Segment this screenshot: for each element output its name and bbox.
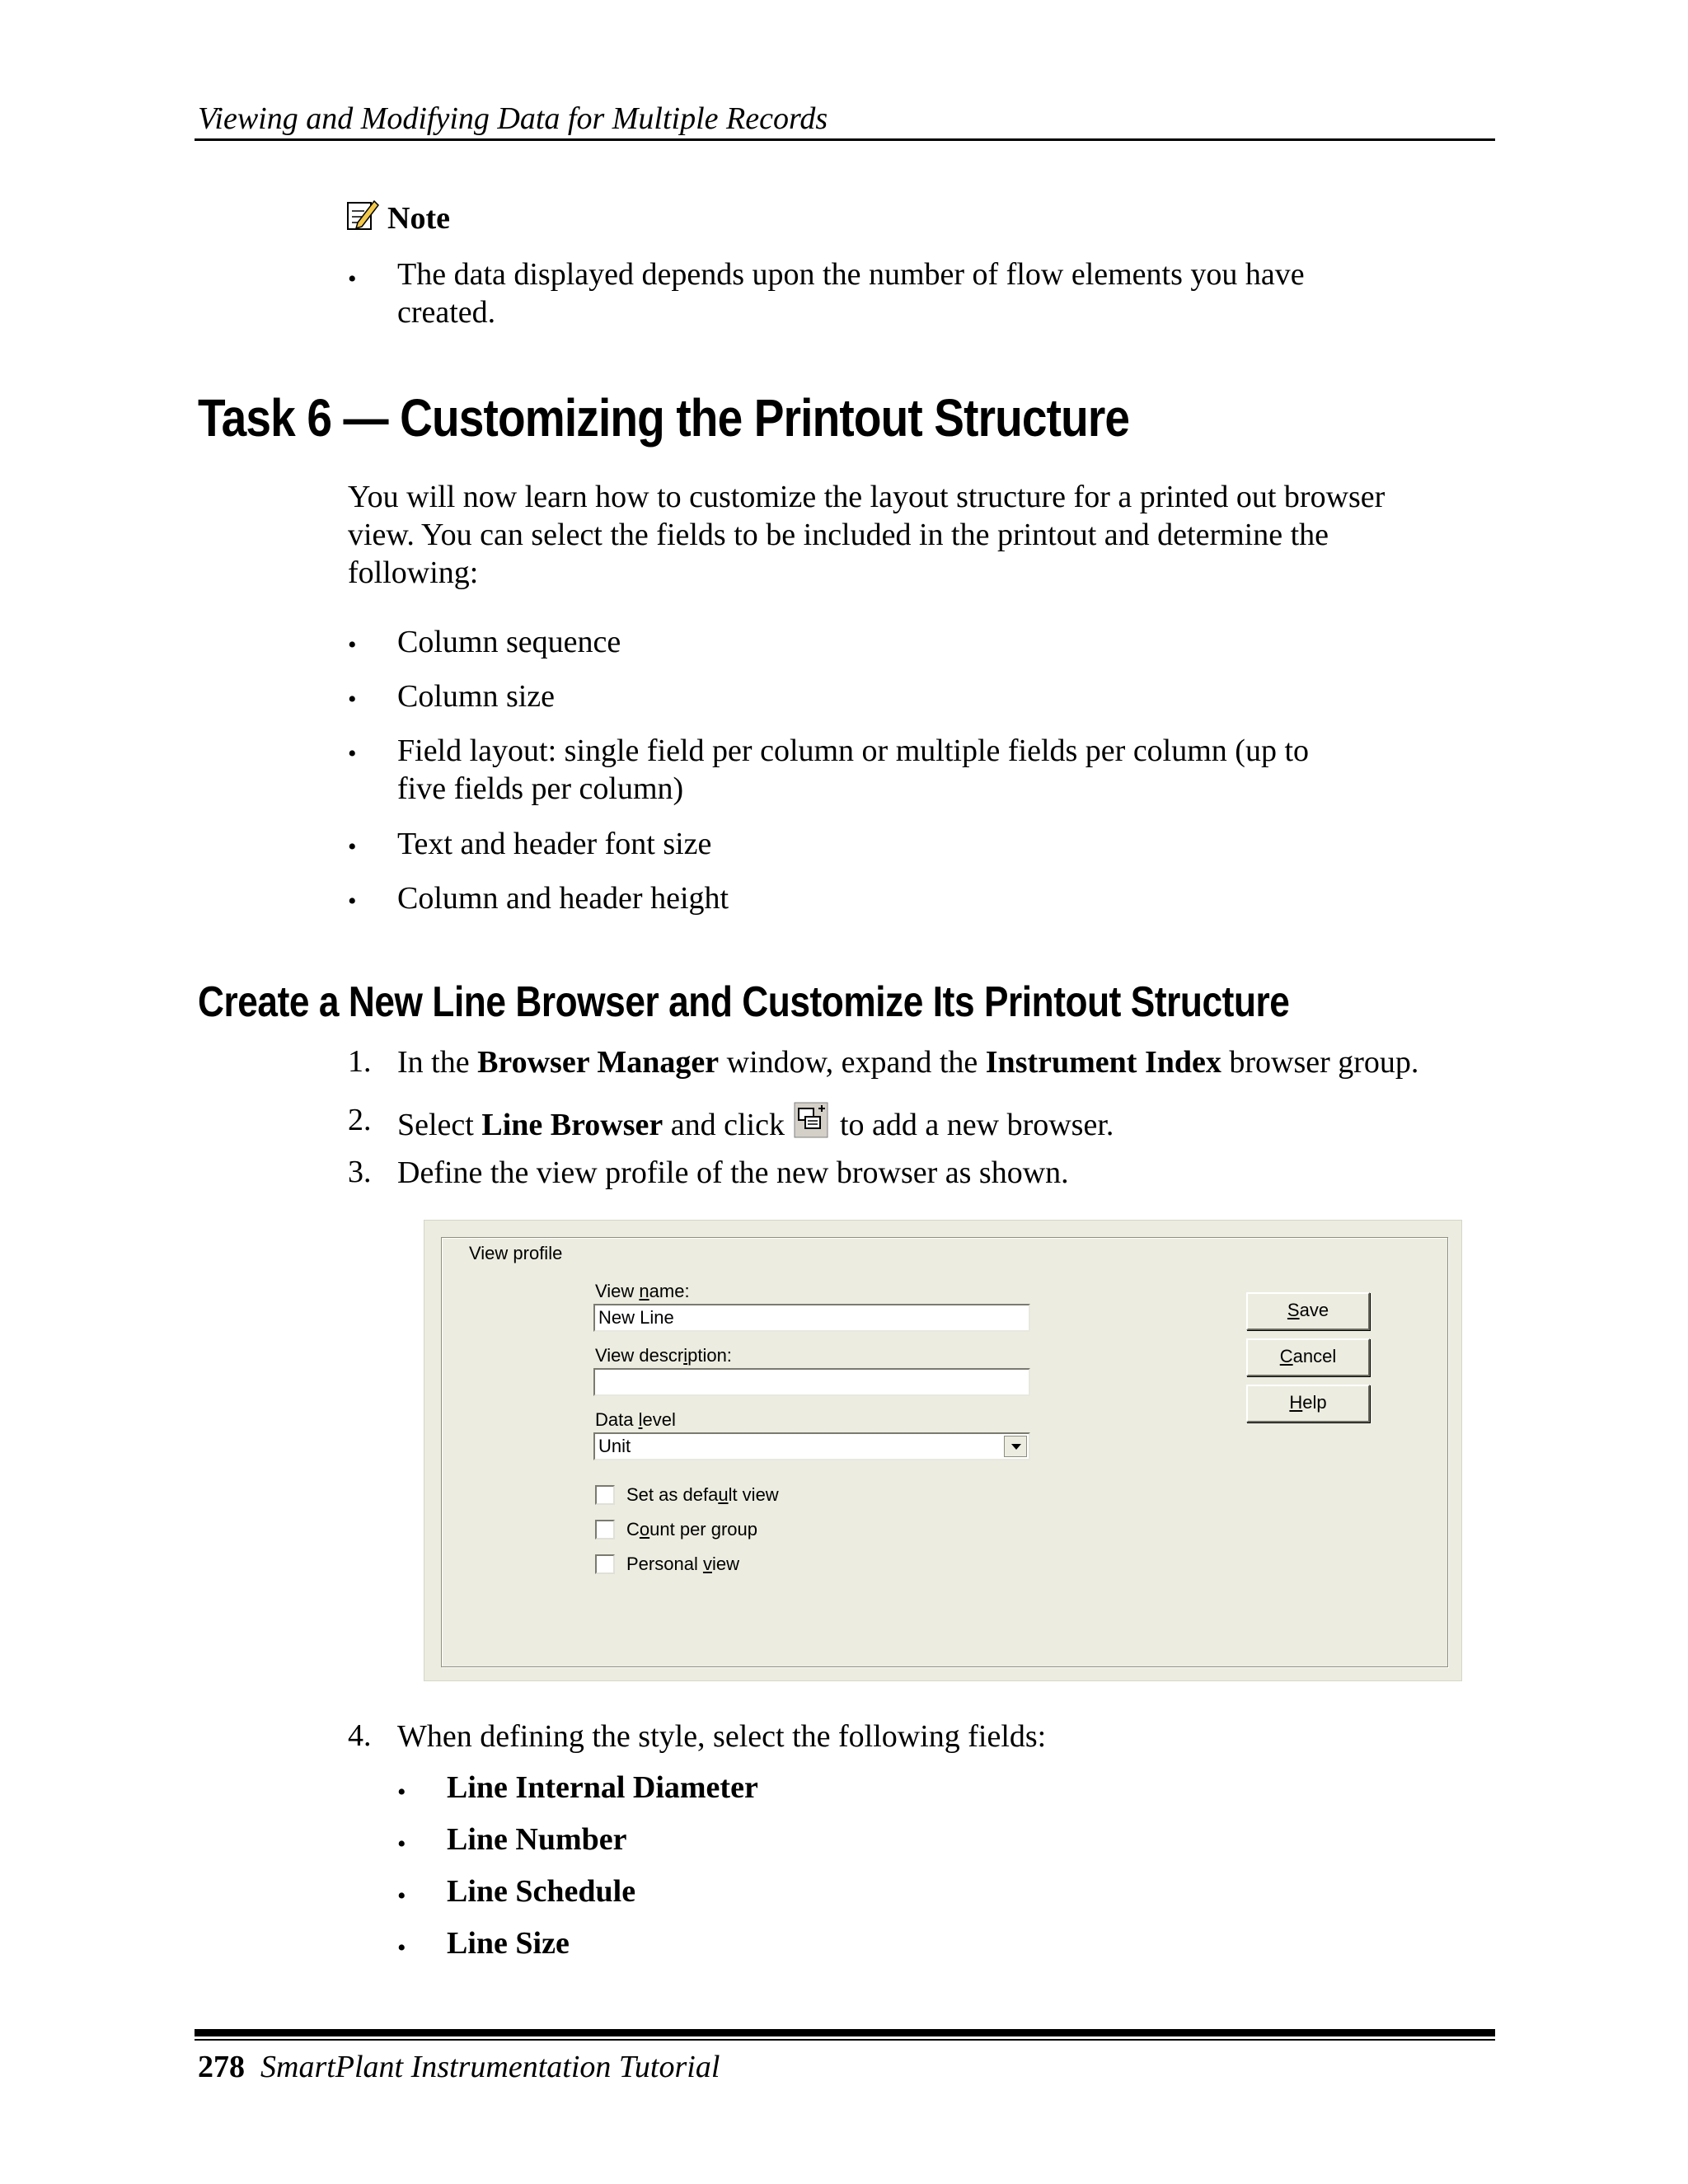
task-bullet: • xyxy=(348,631,357,658)
footer-rule xyxy=(195,2029,1495,2036)
field-bullet: • xyxy=(397,1779,406,1806)
data-level-value: Unit xyxy=(598,1436,631,1456)
view-profile-dialog xyxy=(424,1220,1462,1681)
task-bullet: • xyxy=(348,740,357,767)
set-default-view-label: Set as default view xyxy=(626,1484,779,1505)
data-level-select[interactable] xyxy=(593,1432,1030,1460)
footer-rule-thin xyxy=(195,2039,1495,2041)
set-default-view-checkbox[interactable] xyxy=(595,1485,615,1505)
step-number: 1. xyxy=(348,1044,372,1079)
personal-view-label: Personal view xyxy=(626,1554,739,1574)
field-bullet: • xyxy=(397,1934,406,1961)
view-name-input[interactable]: New Line xyxy=(593,1304,1030,1332)
view-description-input[interactable] xyxy=(593,1368,1030,1396)
view-name-label: View name: xyxy=(595,1281,690,1301)
task-bullet-text: Column size xyxy=(397,679,556,714)
task-bullet: • xyxy=(348,686,357,713)
step-number: 3. xyxy=(348,1155,372,1189)
note-label: Note xyxy=(387,201,450,236)
step-text: Select Line Browser and click to add a new browser. xyxy=(397,1102,1114,1144)
task-intro: You will now learn how to customize the layout structure for a printed out browser view. You can select the fields to be included in the printout and determine the following: xyxy=(348,480,1386,590)
task-bullet-text: Text and header font size xyxy=(397,827,712,861)
task-bullet-text: Field layout: single field per column or multiple fields per column (up to five fields per column) xyxy=(397,733,1310,806)
page-number: 278 xyxy=(198,2050,245,2084)
section-heading: Create a New Line Browser and Customize Its Printout Structure xyxy=(198,978,1290,1026)
field-bullet: • xyxy=(397,1882,406,1910)
task-bullet: • xyxy=(348,888,357,915)
data-level-label: Data level xyxy=(595,1409,676,1430)
running-header: Viewing and Modifying Data for Multiple Records xyxy=(198,101,828,136)
note-text: The data displayed depends upon the number of flow elements you have created. xyxy=(397,257,1305,330)
field-bullet: • xyxy=(397,1830,406,1858)
field-item: Line Size xyxy=(447,1926,570,1961)
help-button[interactable]: Help xyxy=(1246,1385,1370,1422)
step-text: In the Browser Manager window, expand the Instrument Index browser group. xyxy=(397,1045,1419,1080)
new-browser-icon xyxy=(794,1102,828,1138)
field-item: Line Schedule xyxy=(447,1874,636,1909)
step-number: 4. xyxy=(348,1718,372,1753)
group-title: View profile xyxy=(467,1243,565,1264)
note-pencil-icon xyxy=(346,198,379,232)
footer-title: SmartPlant Instrumentation Tutorial xyxy=(260,2050,720,2084)
task-heading: Task 6 — Customizing the Printout Structure xyxy=(198,388,1130,448)
save-button[interactable]: Save xyxy=(1246,1292,1370,1330)
field-item: Line Internal Diameter xyxy=(447,1770,758,1805)
header-rule xyxy=(195,138,1495,141)
step-number: 2. xyxy=(348,1103,372,1137)
field-item: Line Number xyxy=(447,1822,627,1857)
note-bullet: • xyxy=(348,265,357,293)
step-text: Define the view profile of the new browser as shown. xyxy=(397,1155,1069,1190)
count-per-group-checkbox[interactable] xyxy=(595,1520,615,1540)
chevron-down-icon[interactable] xyxy=(1004,1436,1027,1457)
view-profile-group xyxy=(441,1237,1448,1667)
cancel-button[interactable]: Cancel xyxy=(1246,1338,1370,1376)
count-per-group-label: Count per group xyxy=(626,1519,758,1540)
task-bullet-text: Column sequence xyxy=(397,625,621,659)
view-description-label: View description: xyxy=(595,1345,732,1366)
step-text: When defining the style, select the following fields: xyxy=(397,1719,1047,1754)
task-bullet-text: Column and header height xyxy=(397,881,729,916)
personal-view-checkbox[interactable] xyxy=(595,1554,615,1574)
task-bullet: • xyxy=(348,833,357,860)
footer xyxy=(198,2049,720,2085)
